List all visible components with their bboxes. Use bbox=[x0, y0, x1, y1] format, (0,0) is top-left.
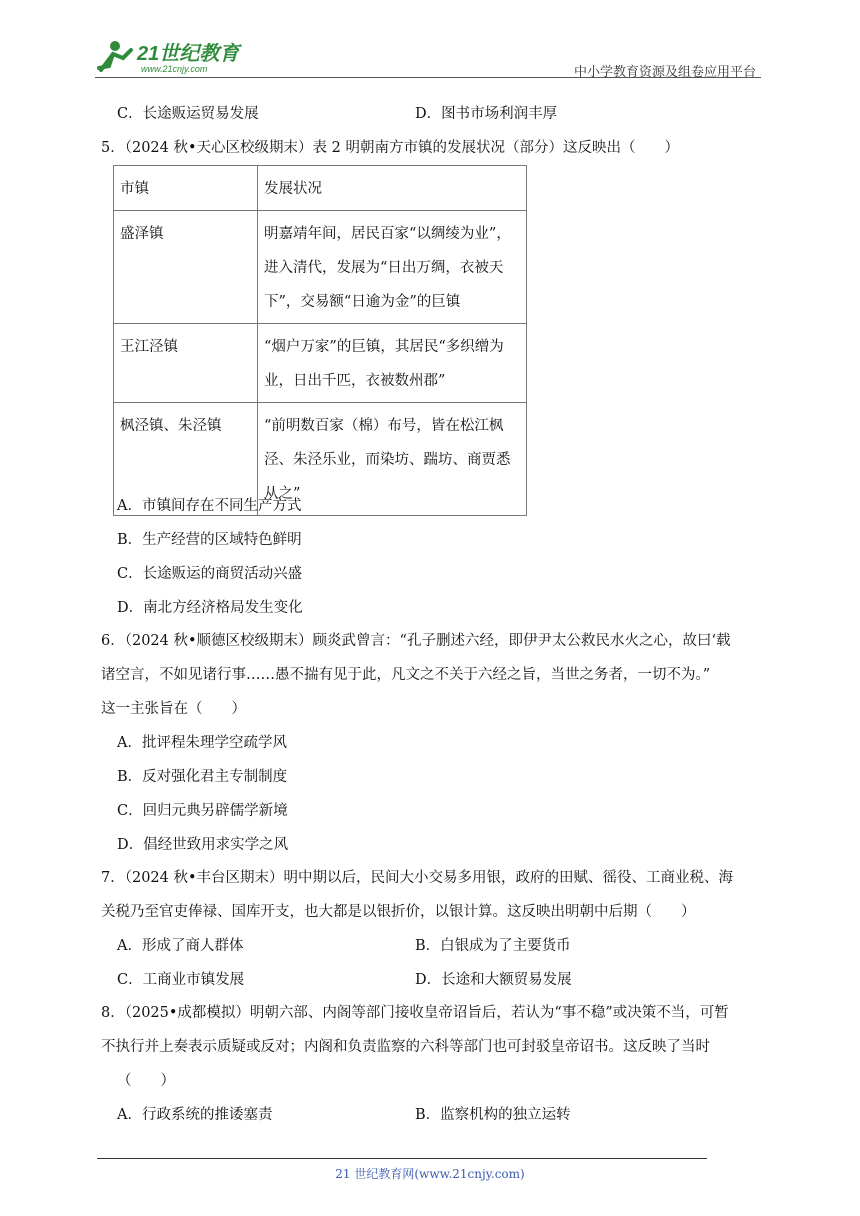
header-divider bbox=[95, 77, 761, 78]
table-header-status: 发展状况 bbox=[258, 166, 527, 211]
q5-option-d: D．南北方经济格局发生变化 bbox=[117, 600, 303, 616]
table-header-town: 市镇 bbox=[114, 166, 258, 211]
table-cell-status: “烟户万家”的巨镇，其居民“多织缯为业，日出千匹，衣被数州郡” bbox=[258, 324, 527, 403]
q7-option-d: D．长途和大额贸易发展 bbox=[415, 972, 572, 988]
q5-option-a: A．市镇间存在不同生产方式 bbox=[117, 498, 302, 514]
q4-option-c: C．长途贩运贸易发展 bbox=[117, 106, 259, 122]
table-cell-status: “前明数百家（棉）布号，皆在松江枫泾、朱泾乐业，而染坊、踹坊、商贾悉从之” bbox=[258, 403, 527, 516]
q6-option-a: A．批评程朱理学空疏学风 bbox=[117, 735, 287, 751]
q5-stem: 5．（2024 秋•天心区校级期末）表 2 明朝南方市镇的发展状况（部分）这反映出（ ） bbox=[101, 140, 679, 156]
q6-stem-line-2: 诸空言，不如见诸行事……愚不揣有见于此，凡文之不关于六经之旨，当世之务者，一切不为。” bbox=[101, 667, 711, 683]
q6-stem-line-1: 6．（2024 秋•顺德区校级期末）顾炎武曾言：“孔子删述六经，即伊尹太公救民水火之心，故曰‘载 bbox=[101, 633, 731, 649]
q5-option-c: C．长途贩运的商贸活动兴盛 bbox=[117, 566, 303, 582]
q4-option-d: D．图书市场利润丰厚 bbox=[415, 106, 558, 122]
q7-option-a: A．形成了商人群体 bbox=[117, 938, 244, 954]
table-cell-town: 王江泾镇 bbox=[114, 324, 258, 403]
q6-option-d: D．倡经世致用求实学之风 bbox=[117, 837, 289, 853]
page-header bbox=[95, 30, 760, 80]
table-cell-status: 明嘉靖年间，居民百家“以绸绫为业”，进入清代，发展为“日出万绸，衣被天下”，交易额“日逾为金”的巨镇 bbox=[258, 211, 527, 324]
table-cell-town: 枫泾镇、朱泾镇 bbox=[114, 403, 258, 516]
q7-option-b: B．白银成为了主要货币 bbox=[415, 938, 571, 954]
q7-stem-line-2: 关税乃至官吏俸禄、国库开支，也大都是以银折价，以银计算。这反映出明朝中后期（ ） bbox=[101, 904, 696, 920]
table-row bbox=[114, 324, 527, 403]
table-cell-town: 盛泽镇 bbox=[114, 211, 258, 324]
q8-option-a: A．行政系统的推诿塞责 bbox=[117, 1107, 273, 1123]
q8-stem-line-3: （ ） bbox=[117, 1073, 175, 1089]
q7-stem-line-1: 7．（2024 秋•丰台区期末）明中期以后，民间大小交易多用银，政府的田赋、徭役、工商业税、海 bbox=[101, 870, 734, 886]
q5-table bbox=[113, 165, 527, 516]
q6-option-b: B．反对强化君主专制制度 bbox=[117, 769, 288, 785]
table-row bbox=[114, 211, 527, 324]
q8-stem-line-2: 不执行并上奏表示质疑或反对；内阁和负责监察的六科等部门也可封驳皇帝诏书。这反映了当时 bbox=[101, 1039, 710, 1055]
q6-option-c: C．回归元典另辟儒学新境 bbox=[117, 803, 288, 819]
q6-stem-line-3: 这一主张旨在（ ） bbox=[101, 701, 246, 717]
footer-site-text: 21 世纪教育网(www.21cnjy.com) bbox=[335, 1167, 525, 1181]
table-header-row bbox=[114, 166, 527, 211]
footer-divider bbox=[97, 1158, 707, 1159]
header-platform-text: 中小学教育资源及组卷应用平台 bbox=[573, 65, 756, 80]
logo-21cnjy bbox=[95, 36, 265, 76]
q7-option-c: C．工商业市镇发展 bbox=[117, 972, 245, 988]
q8-option-b: B．监察机构的独立运转 bbox=[415, 1107, 571, 1123]
logo-text: 21世纪教育 bbox=[137, 43, 240, 65]
q5-option-b: B．生产经营的区域特色鲜明 bbox=[117, 532, 302, 548]
logo-url-text: www.21cnjy.com bbox=[141, 64, 208, 74]
q8-stem-line-1: 8．（2025•成都模拟）明朝六部、内阁等部门接收皇帝诏旨后，若认为“事不稳”或决策不当，可暂 bbox=[101, 1005, 729, 1021]
